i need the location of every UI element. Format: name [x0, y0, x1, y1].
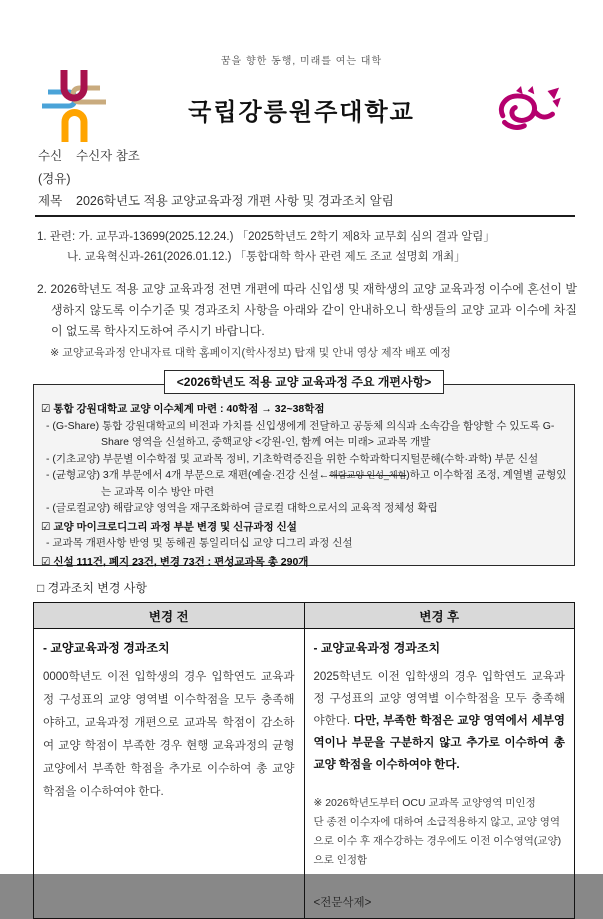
reform-item-glocal: - (글로컬교양) 해람교양 영역을 재구조화하여 글로컬 대학으로서의 교육적 정체성 확립	[46, 502, 438, 514]
after-cell	[304, 629, 575, 919]
table-body-row	[34, 629, 575, 919]
after-body-bold: 다만, 부족한 학점은 교양 영역에서 세부영역이나 부문을 구분하지 않고 추가로 이수하여 총 교양 학점을 이수하여야 한다.	[313, 715, 565, 771]
dragon-icon	[491, 86, 561, 139]
before-cell-body: 0000학년도 이전 입학생의 경우 입학연도 교육과정 구성표의 교양 영역별 이수학점을 모두 충족해야하고, 교육과정 개편으로 교과목 학점이 감소하여 교양 학점이 부족한 경우 현행 교육과정의 균형교양에서 부족한 학점을 추가로 이수하여 총 교양학점을 이수하여야 한다.	[43, 671, 295, 798]
recipient-row	[38, 149, 394, 163]
notice-paragraph: 2. 2026학년도 적용 교양 교육과정 전면 개편에 따라 신입생 및 재학생의 교양 교육과정 이수에 혼선이 발생하지 않도록 이수기준 및 경과조치 사항을 아래와 같이 안내하오니 학생들의 교양 교과 이수에 차질이 없도록 학사지도하여 주시기 바랍니다.	[37, 282, 577, 338]
university-slogan: 꿈을 향한 동행, 미래를 여는 대학	[220, 56, 383, 67]
before-cell	[34, 629, 305, 919]
reform-item-credit-system: ☑ 통합 강원대학교 교양 이수체계 마련 : 40학점 → 32~38학점	[41, 403, 325, 415]
notice-footnote: ※ 교양교육과정 안내자료 대학 홈페이지(학사정보) 탑재 및 안내 영상 제작 배포 예정	[50, 347, 451, 359]
reform-summary-content	[33, 384, 575, 566]
subject-label: 제목	[38, 194, 63, 208]
column-header-before: 변경 전	[34, 603, 305, 629]
reform-item-gshare: - (G-Share) 통합 강원대학교의 비전과 가치를 신입생에게 전달하고 공동체 의식과 소속감을 함양할 수 있도록 G-Share 영역을 신설하고, 중핵교양 <강원-인, 함께 여는 미래> 교과목 개발	[46, 419, 555, 448]
reform-item-microdegree: ☑ 교양 마이크로디그리 과정 부분 변경 및 신규과정 신설	[41, 520, 297, 533]
table-header-row	[34, 603, 575, 629]
subject-row	[38, 194, 394, 208]
recipient-value: 수신자 참조	[76, 149, 140, 163]
subject-value: 2026학년도 적용 교양교육과정 개편 사항 및 경과조치 알림	[76, 194, 394, 208]
after-note-ocu: ※ 2026학년도부터 OCU 교과목 교양영역 미인정	[313, 797, 536, 809]
reform-item-basic: - (기초교양) 부문별 이수학점 및 교과목 정비, 기초학력증진을 위한 수학과학디지털문해(수학·과학) 부문 신설	[46, 452, 539, 465]
header-divider	[35, 215, 575, 217]
related-line-2: 나. 교육혁신과-261(2026.01.12.) 「통합대학 학사 관련 제도 조교 설명회 개최」	[67, 251, 466, 263]
after-note-retro: 단 종전 이수자에 대하여 소급적용하지 않고, 교양 영역으로 이수 후 재수강하는 경우에도 이전 이수영역(교양)으로 인정함	[313, 816, 562, 866]
before-cell-title: - 교양교육과정 경과조치	[43, 641, 170, 655]
transition-section-heading: □ 경과조치 변경 사항	[37, 581, 147, 595]
related-references	[37, 227, 582, 267]
via-row: (경유)	[38, 171, 71, 186]
after-full-text-deleted: <전문삭제>	[313, 897, 372, 909]
university-name: 국립강릉원주대학교	[188, 99, 415, 126]
reform-summary-title: <2026학년도 적용 교양 교육과정 주요 개편사항>	[164, 370, 444, 394]
balance-text-post: )하고 이수학점 조정, 계열별 균형있는 교과목 이수 방안 마련	[101, 469, 567, 498]
after-cell-body	[314, 666, 566, 776]
recipient-label: 수신	[38, 149, 63, 163]
after-cell-title: - 교양교육과정 경과조치	[313, 641, 441, 655]
balance-text-pre: - (균형교양) 3개 부문에서 4개 부문으로 재편(예술·건강 신설←	[46, 469, 330, 481]
related-line-1: 1. 관련: 가. 교무과-13699(2025.12.24.) 「2025학년도 2학기 제8차 교무회 심의 결과 알림」	[37, 231, 495, 243]
before-after-table	[33, 602, 575, 919]
reform-summary-box	[33, 370, 575, 566]
document-meta	[38, 149, 394, 217]
reform-item-counts: ☑ 신설 111건, 폐지 23건, 변경 73건 : 편성교과목 총 290개	[41, 555, 309, 568]
after-body-normal: 2025학년도 이전 입학생의 경우 입학연도 교육과정 구성표의 교양 영역별 이수학점을 모두 충족해야한다.	[313, 671, 565, 727]
balance-text-strike: 해람교양 인성_체험	[329, 470, 407, 480]
column-header-after: 변경 후	[304, 603, 575, 629]
reform-item-balance	[41, 467, 567, 500]
reform-item-microdegree-sub: - 교과목 개편사항 반영 및 동해권 통일리더십 교양 디그리 과정 신설	[46, 537, 353, 549]
